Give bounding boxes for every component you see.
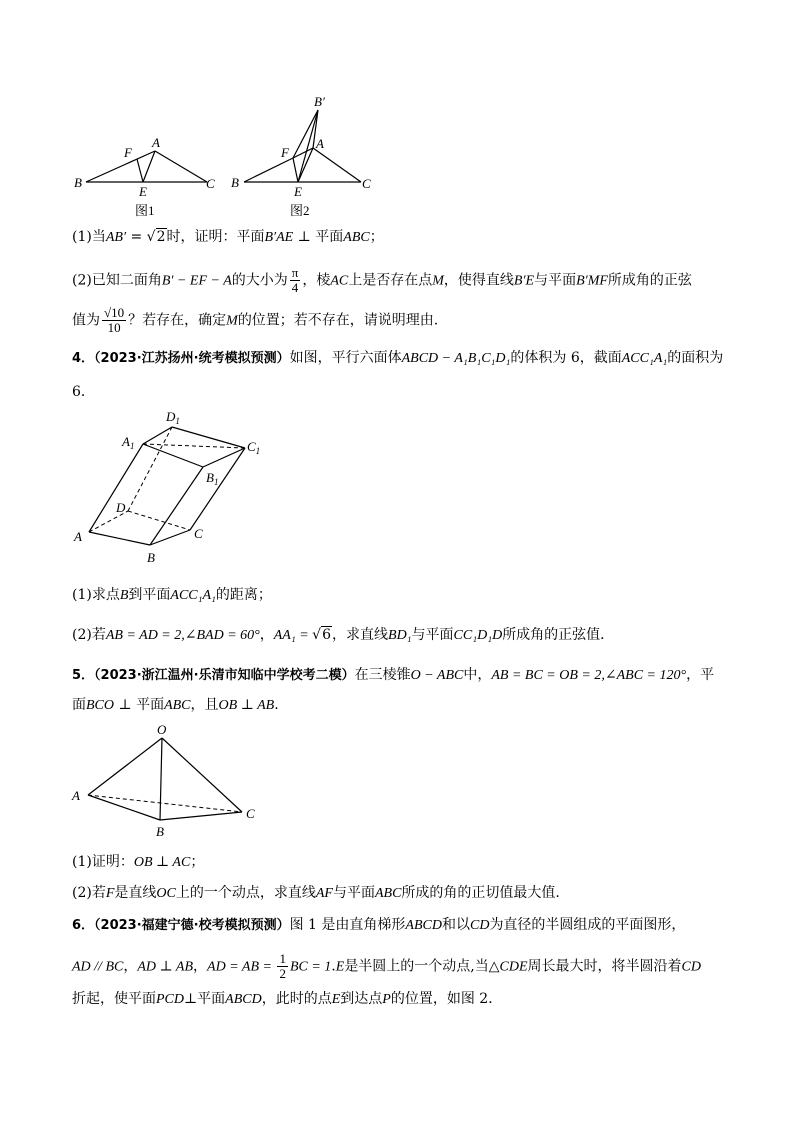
label-c: C <box>194 526 203 541</box>
p4-statement-cont: 6． <box>72 384 95 400</box>
fig1-label-c: C <box>206 176 215 191</box>
edge-o-a <box>88 738 162 795</box>
fig1-label-f: F <box>124 145 132 160</box>
fig2-caption: 图2 <box>290 203 310 218</box>
p4-question-1: (1)求点B到平面ACC₁A₁的距离； <box>72 587 272 603</box>
edge-o-b <box>160 738 162 820</box>
p3-question-2: (2)已知二面角B′ − EF − A的大小为 $\frac{\pi}{4}$ ，棱AC上是否存在点M，使得直线B′E与平面B′MF所成角的正弦 <box>72 265 692 295</box>
p5-question-2: (2)若F是直线OC上的一个动点，求直线AF与平面ABC所成的角的正切值最大值. <box>72 885 560 901</box>
label-b1: $B_1$ <box>206 470 219 487</box>
label-a1: $A_1$ <box>122 434 135 451</box>
p4-statement: 4．（2023·江苏扬州·统考模拟预测）如图，平行六面体ABCD − A₁B₁C₁D₁的体积为 6，截面ACC₁A₁的面积为 <box>72 350 724 366</box>
p5-statement-cont: 面BCO ⊥ 平面ABC，且OB ⊥ AB. <box>72 697 279 713</box>
label-c1: $C_1$ <box>247 439 261 456</box>
label-a: A <box>72 788 80 803</box>
fig2-label-e: E <box>294 184 302 199</box>
p5-question-1: (1)证明：OB ⊥ AC； <box>72 854 205 870</box>
fig2-label-a: A <box>316 136 324 151</box>
p3-question-1: (1)当AB′ = √2时，证明：平面B′AE ⊥ 平面ABC； <box>72 229 384 245</box>
label-d: D <box>116 500 126 515</box>
p5-statement: 5．（2023·浙江温州·乐清市知临中学校考二模）在三棱锥O − ABC中，AB = BC = OB = 2,∠ABC = 120°，平 <box>72 667 715 683</box>
fig2-label-bprime: B′ <box>314 94 325 109</box>
edge-b-c <box>160 812 242 820</box>
label-b: B <box>147 550 155 565</box>
fig2-label-b: B <box>231 175 239 190</box>
p6-statement: 6．（2023·福建宁德·校考模拟预测）图 1 是由直角梯形ABCD和以CD为直径的半圆组成的平面图形， <box>72 917 686 933</box>
label-o: O <box>157 722 167 737</box>
p6-statement-cont: AD // BC，AD ⊥ AB，AD = AB = $\frac{1}{2}$ BC = 1.E是半圆上的一个动点,当△CDE周长最大时，将半圆沿着CD <box>72 951 701 981</box>
label-d1: $D_1$ <box>166 409 180 426</box>
label-a: A <box>74 529 82 544</box>
p4-question-2: (2)若AB = AD = 2,∠BAD = 60°，AA₁ = √6，求直线BD₁与平面CC₁D₁D所成角的正弦值． <box>72 627 615 643</box>
p3-question-2-cont: 值为 $\frac{√10}{10}$ ？若存在，确定M的位置；若不存在，请说明理由. <box>72 305 439 335</box>
p6-statement-cont-2: 折起，使平面PCD⊥平面ABCD，此时的点E到达点P的位置，如图 2． <box>72 991 503 1007</box>
label-b: B <box>156 824 164 839</box>
fig1-label-a: A <box>152 135 160 150</box>
fig1-label-e: E <box>139 184 147 199</box>
fig2-label-f: F <box>281 145 289 160</box>
fig1-caption: 图1 <box>135 203 155 218</box>
fig1-label-b: B <box>74 175 82 190</box>
label-c: C <box>246 806 255 821</box>
fig2-label-c: C <box>362 176 371 191</box>
edge-o-c <box>162 738 242 812</box>
